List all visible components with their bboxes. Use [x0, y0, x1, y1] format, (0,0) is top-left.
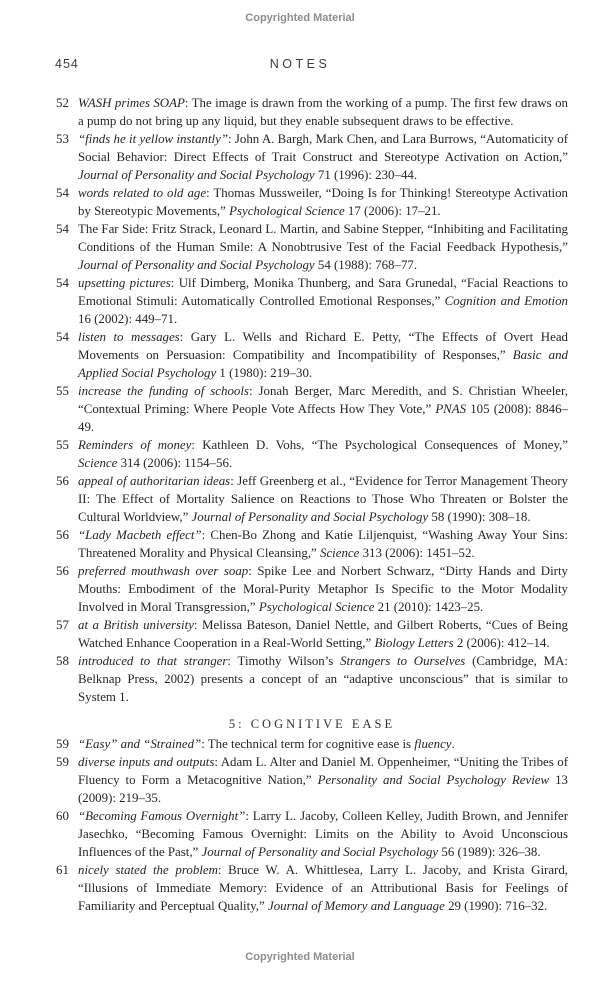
- note-row: [56, 735, 568, 753]
- note-row: [56, 807, 568, 861]
- page-header: [0, 57, 600, 73]
- note-number: 59: [56, 737, 69, 751]
- note-row: [56, 436, 568, 472]
- note-row: [56, 861, 568, 915]
- note-text: “Lady Macbeth effect”: Chen-Bo Zhong and Katie Liljenquist, “Washing Away Your Sins: Threatened Morality and Physical Cleansing,” Science 313 (2006): 1451–52.: [78, 528, 568, 560]
- note-row: [56, 616, 568, 652]
- note-text: “Becoming Famous Overnight”: Larry L. Jacoby, Colleen Kelley, Judith Brown, and Jennifer Jasechko, “Becoming Famous Overnight: Limits on the Ability to Avoid Unconscious Influences of the Past,” Journal of Personality and Social Psychology 56 (1989): 326–38.: [78, 809, 568, 859]
- note-text: Reminders of money: Kathleen D. Vohs, “The Psychological Consequences of Money,” Science 314 (2006): 1154–56.: [78, 438, 569, 470]
- note-text: at a British university: Melissa Bateson, Daniel Nettle, and Gilbert Roberts, “Cues of Being Watched Enhance Cooperation in a Real-World Setting,” Biology Letters 2 (2006): 412–14.: [78, 618, 568, 650]
- note-text: The Far Side: Fritz Strack, Leonard L. Martin, and Sabine Stepper, “Inhibiting and Facilitating Conditions of the Human Smile: A Nonobtrusive Test of the Facial Feedback Hypothesis,” Journal of Personality and Social Psychology 54 (1988): 768–77.: [78, 222, 568, 272]
- note-number: 59: [56, 755, 69, 769]
- note-number: 54: [56, 330, 69, 344]
- note-row: [56, 274, 568, 328]
- note-number: 58: [56, 654, 69, 668]
- notes-list: [56, 94, 568, 915]
- note-number: 56: [56, 528, 69, 542]
- page-number: 454: [55, 57, 79, 71]
- note-number: 56: [56, 564, 69, 578]
- note-row: [56, 472, 568, 526]
- running-head: NOTES: [269, 57, 331, 71]
- note-text: upsetting pictures: Ulf Dimberg, Monika Thunberg, and Sara Grunedal, “Facial Reactions to Emotional Stimuli: Automatically Controlled Emotional Responses,” Cognition and Emotion 16 (2002): 449–71.: [78, 276, 568, 326]
- note-number: 60: [56, 809, 69, 823]
- note-text: “Easy” and “Strained”: The technical term for cognitive ease is fluency.: [78, 737, 455, 751]
- note-row: [56, 130, 568, 184]
- note-number: 52: [56, 96, 69, 110]
- note-number: 61: [56, 863, 69, 877]
- note-text: introduced to that stranger: Timothy Wilson’s Strangers to Ourselves (Cambridge, MA: Belknap Press, 2002) presents a concept of an “adaptive unconscious” that is similar to System 1.: [78, 654, 568, 704]
- note-number: 54: [56, 276, 69, 290]
- note-number: 54: [56, 186, 69, 200]
- note-row: [56, 94, 568, 130]
- note-row: [56, 328, 568, 382]
- note-text: appeal of authoritarian ideas: Jeff Greenberg et al., “Evidence for Terror Management Theory II: The Effect of Mortality Salience on Reactions to Those Who Threaten or Bolster the Cultural Worldview,” Journal of Personality and Social Psychology 58 (1990): 308–18.: [78, 474, 568, 524]
- note-row: [56, 562, 568, 616]
- note-row: [56, 220, 568, 274]
- note-text: nicely stated the problem: Bruce W. A. Whittlesea, Larry L. Jacoby, and Krista Girard, “Illusions of Immediate Memory: Evidence of an Attributional Basis for Feelings of Familiarity and Perceptual Quality,” Journal of Memory and Language 29 (1990): 716–32.: [78, 863, 568, 913]
- note-row: [56, 184, 568, 220]
- copyright-notice-bottom: Copyrighted Material: [245, 951, 355, 963]
- note-text: words related to old age: Thomas Mussweiler, “Doing Is for Thinking! Stereotype Activation by Stereotypic Movements,” Psychological Science 17 (2006): 17–21.: [78, 186, 568, 218]
- note-text: diverse inputs and outputs: Adam L. Alter and Daniel M. Oppenheimer, “Uniting the Tribes of Fluency to Form a Metacognitive Nation,” Personality and Social Psychology Review 13 (2009): 219–35.: [78, 755, 568, 805]
- note-number: 55: [56, 438, 69, 452]
- note-number: 57: [56, 618, 69, 632]
- note-number: 53: [56, 132, 69, 146]
- note-row: [56, 652, 568, 706]
- note-row: [56, 526, 568, 562]
- note-text: “finds he it yellow instantly”: John A. Bargh, Mark Chen, and Lara Burrows, “Automaticity of Social Behavior: Direct Effects of Trait Construct and Stereotype Activation on Action,” Journal of Personality and Social Psychology 71 (1996): 230–44.: [78, 132, 568, 182]
- copyright-notice-top: Copyrighted Material: [245, 12, 355, 24]
- note-row: [56, 753, 568, 807]
- note-text: preferred mouthwash over soap: Spike Lee and Norbert Schwarz, “Dirty Hands and Dirty Mouths: Embodiment of the Moral-Purity Metaphor Is Specific to the Motor Modality Involved in Moral Transgression,” Psychological Science 21 (2010): 1423–25.: [78, 564, 569, 614]
- note-text: WASH primes SOAP: The image is drawn from the working of a pump. The first few draws on a pump do not bring up any liquid, but they enable subsequent draws to be effective.: [78, 96, 568, 128]
- note-text: increase the funding of schools: Jonah Berger, Marc Meredith, and S. Christian Wheeler, “Contextual Priming: Where People Vote Affects How They Vote,” PNAS 105 (2008): 8846–49.: [78, 384, 569, 434]
- note-number: 54: [56, 222, 69, 236]
- note-text: listen to messages: Gary L. Wells and Richard E. Petty, “The Effects of Overt Head Movements on Persuasion: Compatibility and Incompatibility of Responses,” Basic and Applied Social Psychology 1 (1980): 219–30.: [78, 330, 568, 380]
- note-number: 56: [56, 474, 69, 488]
- note-number: 55: [56, 384, 69, 398]
- section-heading: 5: COGNITIVE EASE: [228, 717, 396, 731]
- note-row: [56, 382, 568, 436]
